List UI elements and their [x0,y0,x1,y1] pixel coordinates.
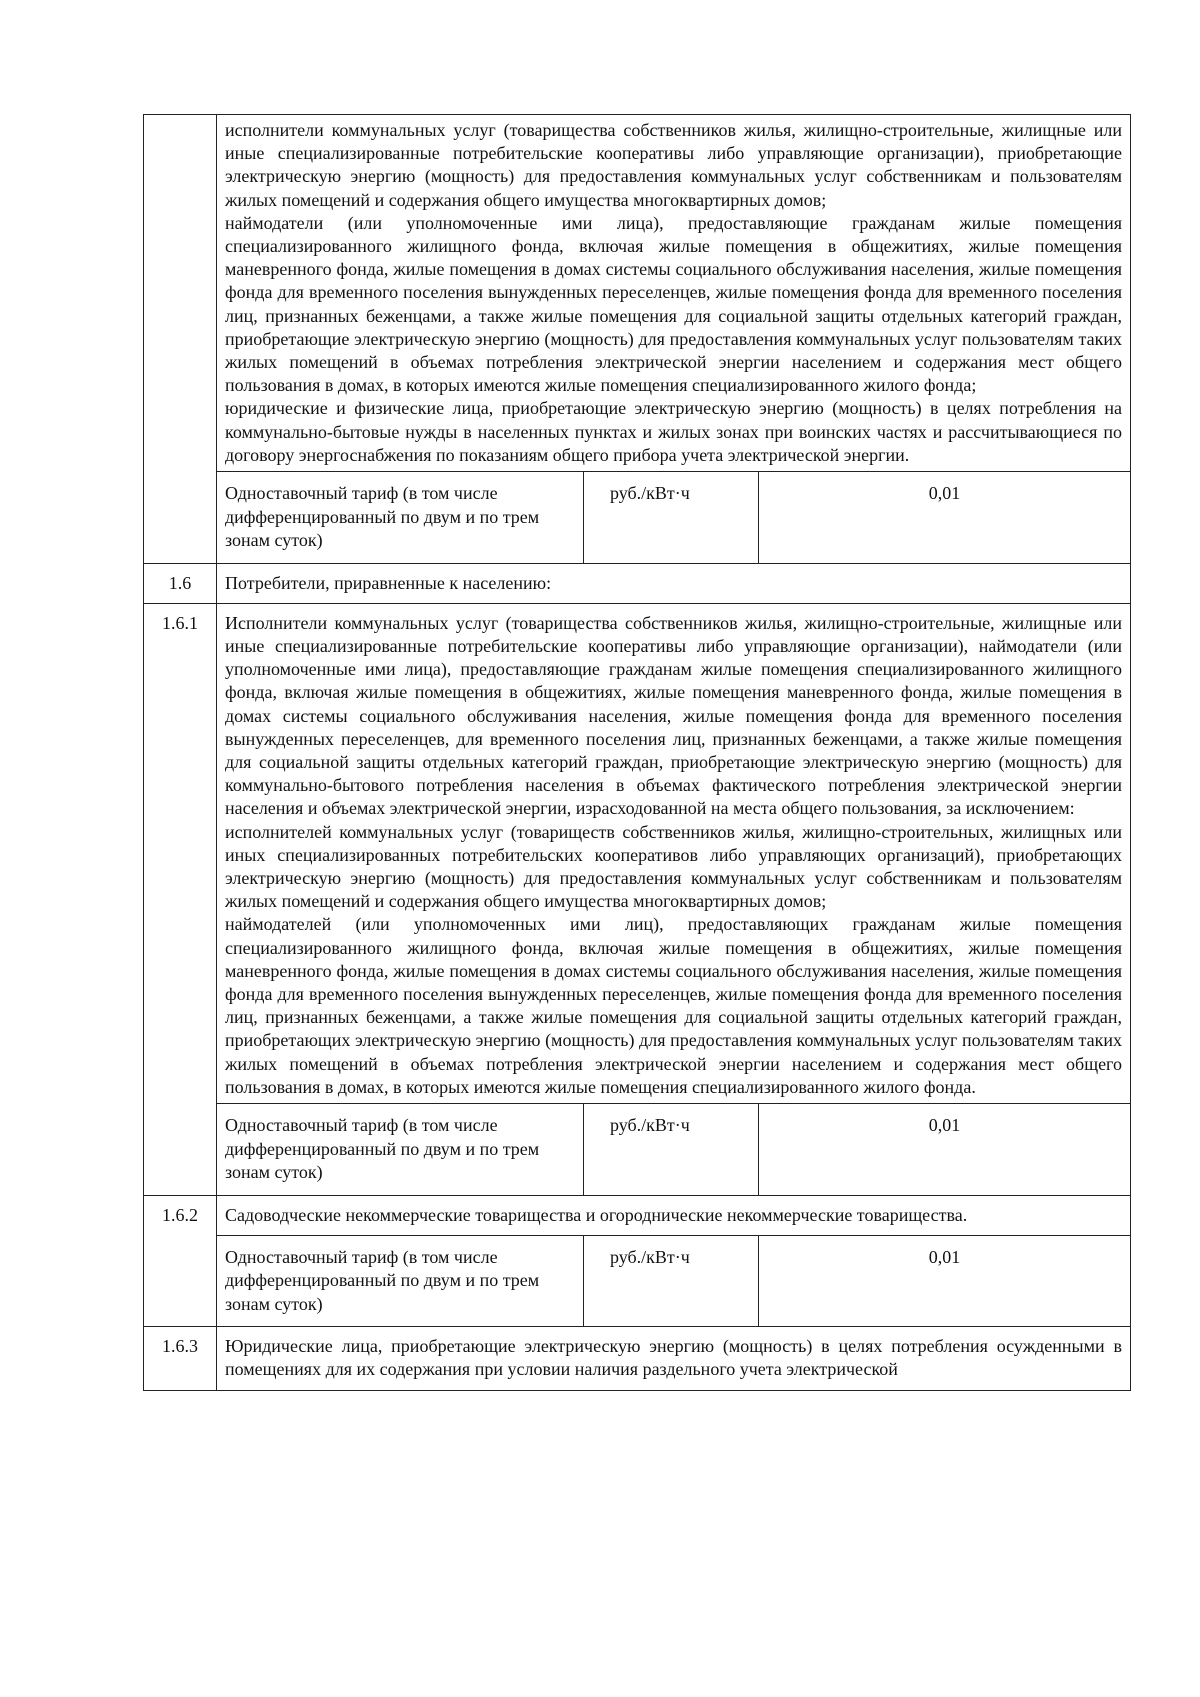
tariff-subtable-cell [217,1104,1131,1196]
tariff-value: 0,01 [928,1246,961,1267]
tariff-value: 0,01 [928,1115,961,1136]
row-number: 1.6 [168,572,192,593]
tariff-unit: руб./кВт·ч [584,472,759,563]
row-number-cell [144,603,217,1195]
tariff-name: Одноставочный тариф (в том числе дифференцированный по двум и по трем зонам суток) [217,1236,584,1327]
row-description: Потребители, приравненные к населению: [217,563,1131,603]
tariff-subtable-cell [217,472,1131,564]
tariff-row [144,472,1131,564]
row-number-cell [144,1195,217,1327]
paragraph: Исполнители коммунальных услуг (товарищества собственников жилья, жилищно-строительные, жилищные или иные специализированные потребительские кооперативы либо управляющие организации), наймодатели (или уполномоченные ими лица), предоставляющие гражданам жилые помещения специализированного жилищного фонда, включая жилые помещения в общежитиях, жилые помещения маневренного фонда, жилые помещения в домах системы социального обслуживания населения, жилые помещения фонда для временного поселения вынужденных переселенцев, для временного поселения лиц, признанных беженцами, а также жилые помещения для социальной защиты отдельных категорий граждан, приобретающие электрическую энергию (мощность) для коммунально-бытового потребления населения в объемах фактического потребления электрической энергии населения и объемах электрической энергии, израсходованной на места общего пользования, за исключением: [225,612,1122,819]
tariff-row [144,1104,1131,1196]
table-row-1-6-2 [144,1195,1131,1235]
row-number-cell [144,1327,217,1390]
table-row-1-6-3 [144,1327,1131,1390]
tariff-name: Одноставочный тариф (в том числе дифференцированный по двум и по трем зонам суток) [217,472,584,563]
tariff-subtable-cell [217,1235,1131,1327]
row-description: Садоводческие некоммерческие товарищества и огороднические некоммерческие товарищества. [217,1195,1131,1235]
table-row-continuation [144,115,1131,472]
tariff-unit: руб./кВт·ч [584,1104,759,1195]
paragraph: исполнители коммунальных услуг (товарищества собственников жилья, жилищно-строительные, жилищные или иные специализированные потребительские кооперативы либо управляющие организации), приобретающие электрическую энергию (мощность) для предоставления коммунальных услуг собственникам и пользователям жилых помещений и содержания общего имущества многоквартирных домов; [225,120,1122,210]
tariff-name: Одноставочный тариф (в том числе дифференцированный по двум и по трем зонам суток) [217,1104,584,1195]
row-description: Юридические лица, приобретающие электрическую энергию (мощность) в целях потребления осужденными в помещениях для их содержания при условии наличия раздельного учета электрической [217,1327,1131,1390]
row-number: 1.6.3 [162,1336,198,1357]
row-number: 1.6.1 [162,612,198,633]
row-number: 1.6.2 [162,1204,198,1225]
tariff-subtable [217,472,1130,563]
tariff-subtable [217,1104,1130,1195]
row-number [144,115,216,123]
paragraph: наймодателей (или уполномоченных ими лиц), предоставляющих гражданам жилые помещения специализированного жилищного фонда, включая жилые помещения в общежитиях, жилые помещения маневренного фонда, жилые помещения в домах системы социального обслуживания населения, жилые помещения фонда для временного поселения вынужденных переселенцев, жилые помещения фонда для временного поселения лиц, признанных беженцами, а также жилые помещения для социальной защиты отдельных категорий граждан, приобретающих электрическую энергию (мощность) для предоставления коммунальных услуг пользователям таких жилых помещений в объемах потребления электрической энергии населением и содержания мест общего пользования в домах, в которых имеются жилые помещения специализированного жилого фонда. [225,914,1122,1097]
tariff-table [143,114,1131,1391]
tariff-value: 0,01 [928,483,961,504]
row-number-cell [144,563,217,603]
row-number-cell [144,115,217,564]
tariff-subtable [217,1236,1130,1327]
table-row-1-6-1 [144,603,1131,1103]
tariff-unit: руб./кВт·ч [584,1236,759,1327]
tariff-row [144,1235,1131,1327]
row-description [217,603,1131,1103]
paragraph: исполнителей коммунальных услуг (товариществ собственников жилья, жилищно-строительных, жилищных или иных специализированных потребительских кооперативов либо управляющих организаций), приобретающих электрическую энергию (мощность) для предоставления коммунальных услуг собственникам и пользователям жилых помещений и содержания общего имущества многоквартирных домов; [225,821,1122,912]
table-row-1-6 [144,563,1131,603]
paragraph: юридические и физические лица, приобретающие электрическую энергию (мощность) в целях потребления на коммунально-бытовые нужды в населенных пунктах и жилых зонах при воинских частях и рассчитывающиеся по договору энергоснабжения по показаниям общего прибора учета электрической энергии. [225,398,1122,465]
paragraph: наймодатели (или уполномоченные ими лица), предоставляющие гражданам жилые помещения специализированного жилищного фонда, включая жилые помещения в общежитиях, жилые помещения маневренного фонда, жилые помещения в домах системы социального обслуживания населения, жилые помещения фонда для временного поселения вынужденных переселенцев, жилые помещения фонда для временного поселения лиц, признанных беженцами, а также жилые помещения для социальной защиты отдельных категорий граждан, приобретающие электрическую энергию (мощность) для предоставления коммунальных услуг пользователям таких жилых помещений в объемах потребления электрической энергии населением и содержания мест общего пользования в домах, в которых имеются жилые помещения специализированного жилого фонда; [225,212,1122,396]
row-description [217,115,1131,472]
